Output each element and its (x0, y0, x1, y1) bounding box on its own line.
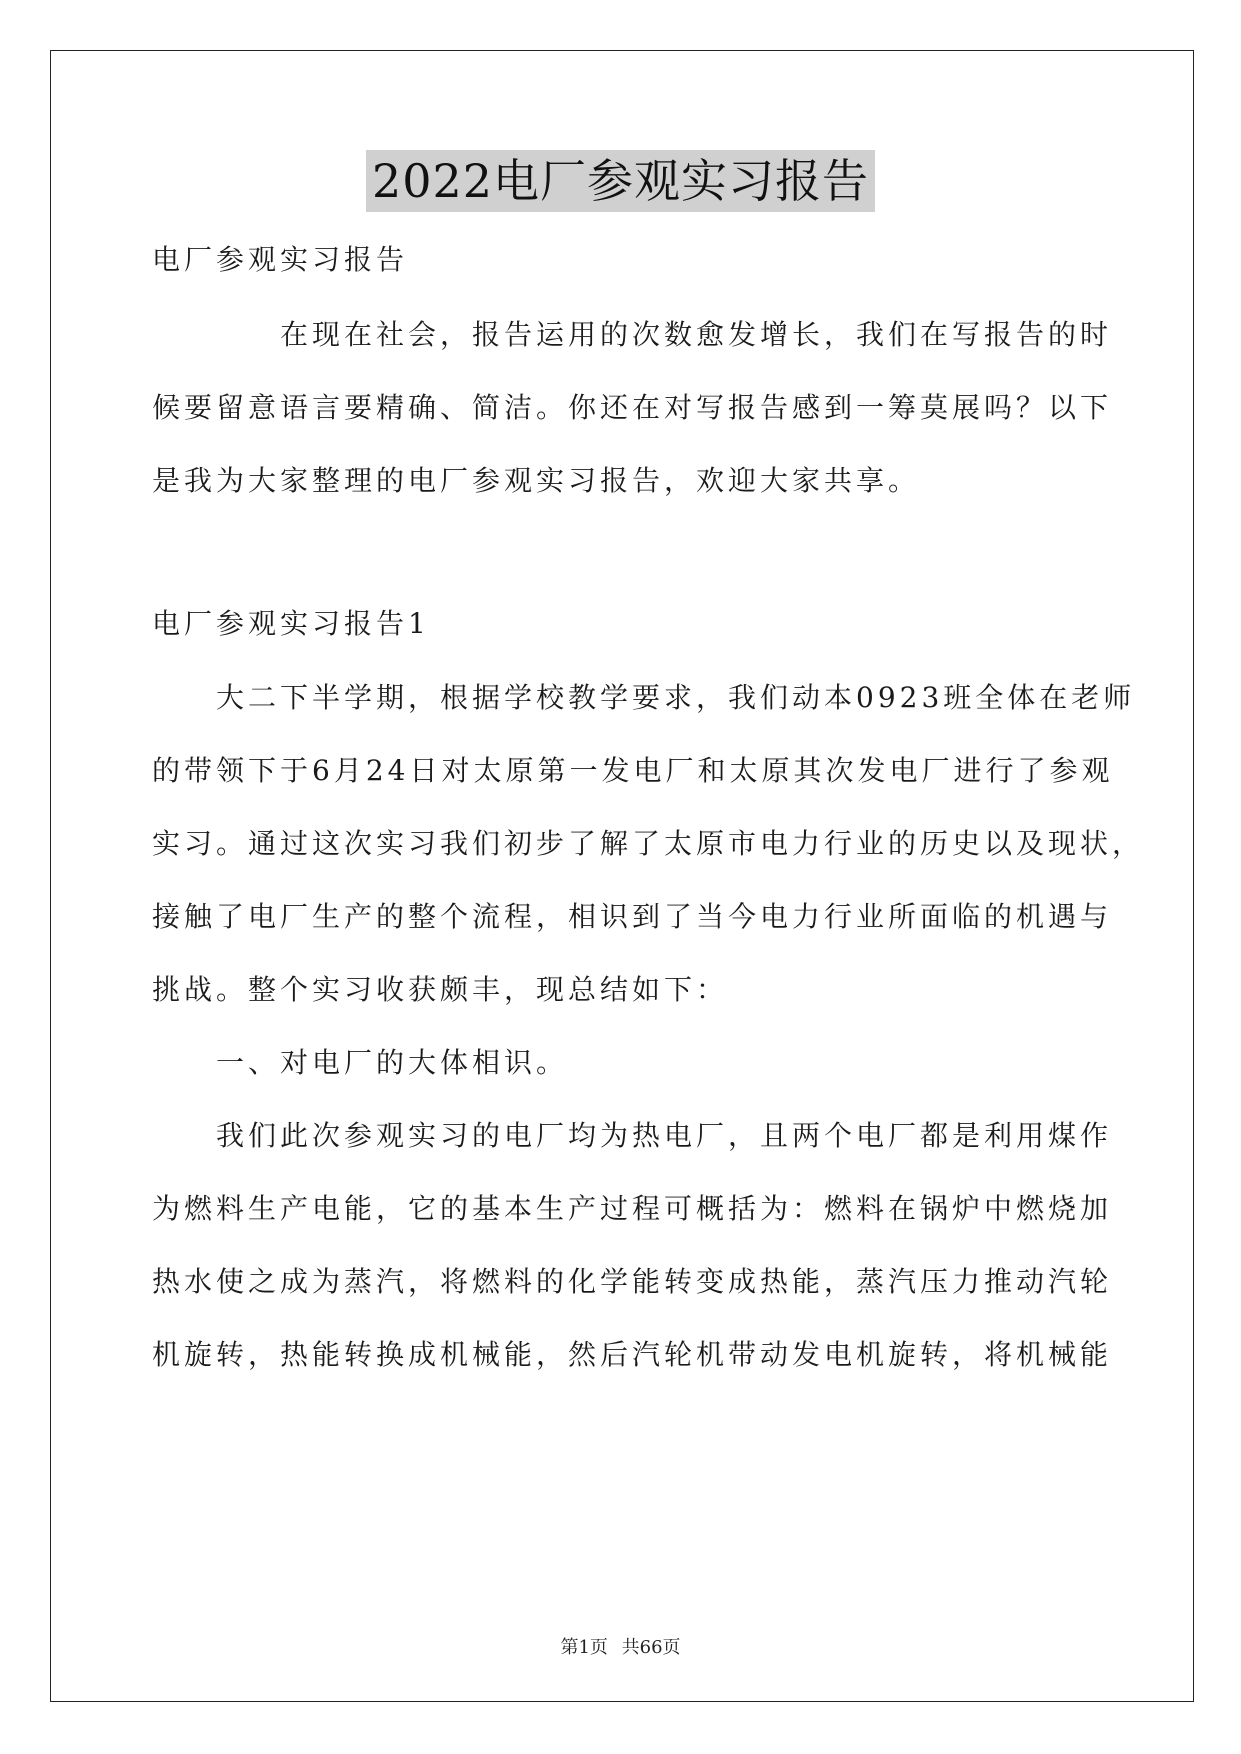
paragraph-line: 候要留意语言要精确、简洁。你还在对写报告感到一筹莫展吗？以下 (152, 391, 1113, 424)
page-border (50, 50, 1194, 1702)
paragraph-line: 在现在社会，报告运用的次数愈发增长，我们在写报告的时 (152, 318, 1113, 351)
section-heading: 电厂参观实习报告1 (152, 607, 430, 640)
title-container (0, 150, 1241, 212)
paragraph-line: 实习。通过这次实习我们初步了解了太原市电力行业的历史以及现状， (152, 827, 1145, 860)
page-total: 共66页 (621, 1637, 681, 1658)
section-heading: 电厂参观实习报告 (152, 243, 409, 276)
paragraph-line: 机旋转，热能转换成机械能，然后汽轮机带动发电机旋转，将机械能 (152, 1338, 1113, 1371)
paragraph-line: 接触了电厂生产的整个流程，相识到了当今电力行业所面临的机遇与 (152, 900, 1113, 933)
paragraph-line: 为燃料生产电能，它的基本生产过程可概括为：燃料在锅炉中燃烧加 (152, 1192, 1113, 1225)
paragraph-line: 的带领下于6月24日对太原第一发电厂和太原其次发电厂进行了参观 (152, 754, 1114, 787)
page-footer (0, 1633, 1241, 1659)
paragraph-line: 大二下半学期，根据学校教学要求，我们动本0923班全体在老师 (152, 681, 1136, 714)
paragraph-line: 我们此次参观实习的电厂均为热电厂，且两个电厂都是利用煤作 (152, 1119, 1113, 1152)
paragraph-line: 热水使之成为蒸汽，将燃料的化学能转变成热能，蒸汽压力推动汽轮 (152, 1265, 1113, 1298)
page-number: 第1页 (560, 1637, 608, 1658)
paragraph-line: 是我为大家整理的电厂参观实习报告，欢迎大家共享。 (152, 464, 921, 497)
paragraph-line: 挑战。整个实习收获颇丰，现总结如下： (152, 973, 729, 1006)
document-title: 2022电厂参观实习报告 (366, 150, 875, 212)
subsection-heading: 一、对电厂的大体相识。 (152, 1046, 569, 1079)
